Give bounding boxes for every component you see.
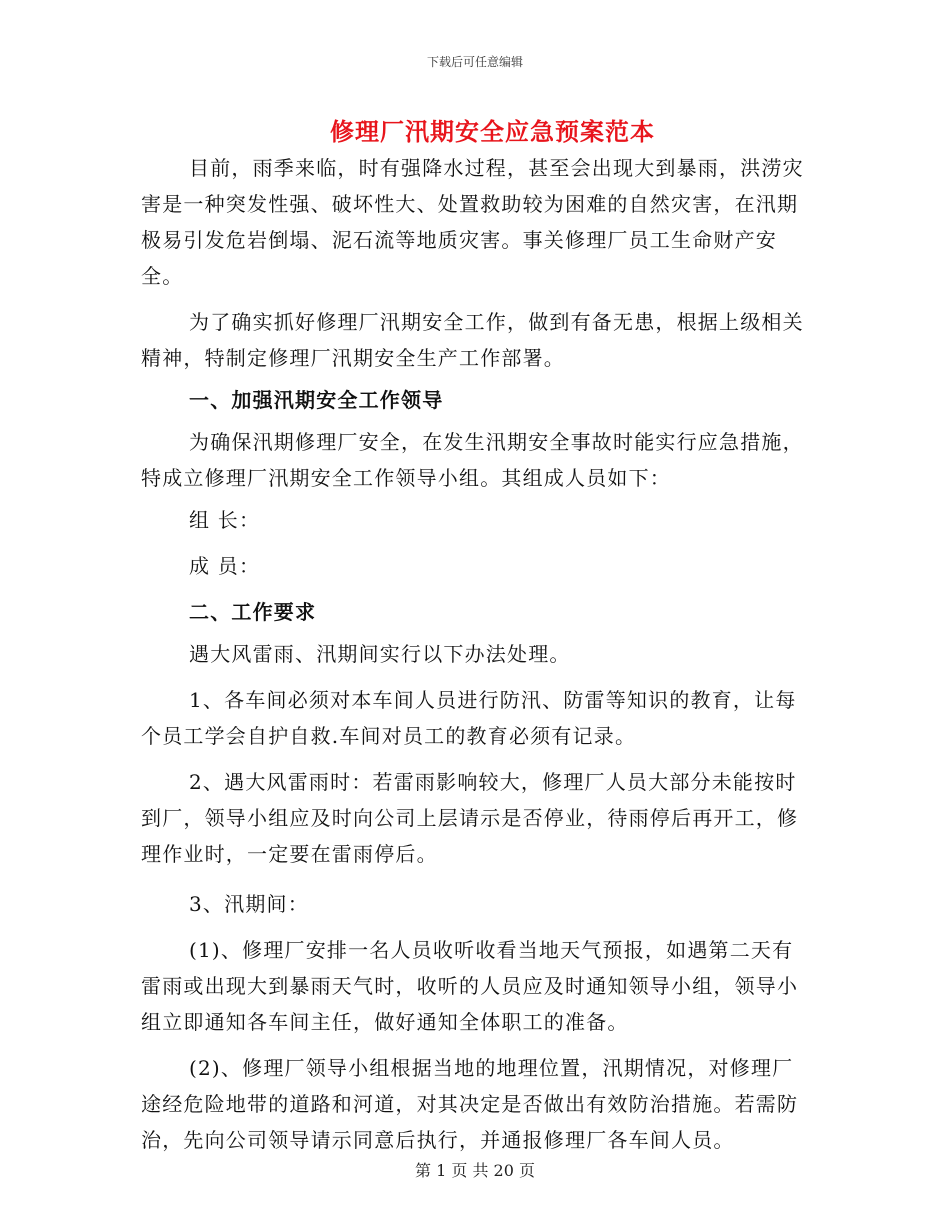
sub-item-1: (1)、修理厂安排一名人员收听收看当地天气预报，如遇第二天有雷雨或出现大到暴雨天气时，收听的人员应及时通知领导小组，领导小组立即通知各车间主任，做好通知全体职工的准备。 bbox=[141, 938, 799, 1034]
list-item-1: 1、各车间必须对本车间人员进行防汛、防雷等知识的教育，让每个员工学会自护自救.车间对员工的教育必须有记录。 bbox=[141, 688, 797, 748]
page-footer: 第 1 页 共 20 页 bbox=[415, 1161, 535, 1180]
group-leader-line: 组 长： bbox=[189, 508, 261, 532]
paragraph-group: 为确保汛期修理厂安全，在发生汛期安全事故时能实行应急措施，特成立修理厂汛期安全工作领导小组。其组成人员如下： bbox=[141, 430, 804, 490]
document-title: 修理厂汛期安全应急预案范本 bbox=[330, 117, 655, 146]
group-members-line: 成 员： bbox=[189, 554, 261, 578]
list-item-2: 2、遇大风雷雨时：若雷雨影响较大，修理厂人员大部分未能按时到厂，领导小组应及时向公司上层请示是否停业，待雨停后再开工，修理作业时，一定要在雷雨停后。 bbox=[141, 770, 799, 866]
header-note: 下载后可任意编辑 bbox=[426, 55, 523, 69]
section-heading-1: 一、加强汛期安全工作领导 bbox=[189, 388, 444, 412]
paragraph-purpose: 为了确实抓好修理厂汛期安全工作，做到有备无患，根据上级相关精神，特制定修理厂汛期安全生产工作部署。 bbox=[141, 310, 804, 370]
section-heading-2: 二、工作要求 bbox=[189, 600, 317, 624]
paragraph-requirements: 遇大风雷雨、汛期间实行以下办法处理。 bbox=[189, 642, 571, 666]
sub-item-2: (2)、修理厂领导小组根据当地的地理位置，汛期情况，对修理厂途经危险地带的道路和河道，对其决定是否做出有效防治措施。若需防治，先向公司领导请示同意后执行，并通报修理厂各车间人员。 bbox=[141, 1056, 799, 1152]
list-item-3: 3、汛期间： bbox=[189, 892, 309, 916]
document-body bbox=[141, 150, 813, 1158]
paragraph-intro: 目前，雨季来临，时有强降水过程，甚至会出现大到暴雨，洪涝灾害是一种突发性强、破坏性大、处置救助较为困难的自然灾害，在汛期极易引发危岩倒塌、泥石流等地质灾害。事关修理厂员工生命财产安全。 bbox=[141, 156, 804, 288]
